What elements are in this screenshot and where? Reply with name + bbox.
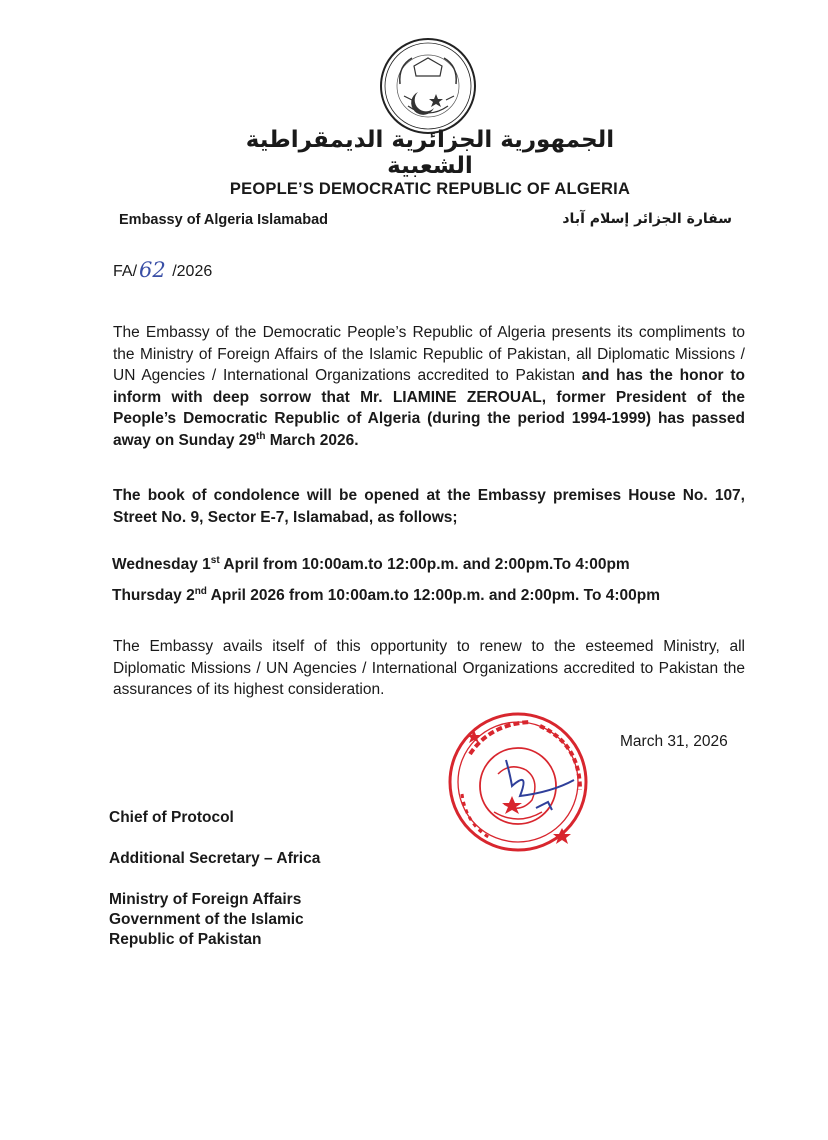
letter-date: March 31, 2026 [620, 733, 728, 750]
english-republic-title: PEOPLE’S DEMOCRATIC REPUBLIC OF ALGERIA [229, 180, 631, 198]
addressee-chief-of-protocol: Chief of Protocol [109, 809, 234, 826]
addressee-republic: Republic of Pakistan [109, 931, 262, 948]
reference-suffix: /2026 [167, 263, 213, 280]
addressee-additional-secretary: Additional Secretary – Africa [109, 850, 321, 867]
addressee-ministry-block [109, 890, 304, 950]
closing-paragraph: The Embassy avails itself of this opportunity to renew to the esteemed Ministry, all Diplomatic Missions / UN Agencies / International Organizations accredited to Pakistan the assurances of its highest consideration. [113, 638, 745, 698]
date-ordinal-suffix: th [256, 430, 266, 442]
embassy-name-english: Embassy of Algeria Islamabad [119, 212, 328, 228]
reference-prefix: FA/ [113, 263, 138, 280]
announcement-intro: The Embassy of the Democratic People’s Republic of Algeria presents its compliments to the Ministry of Foreign Affairs of the Islamic Republic of Pakistan, all Diplomatic Missions / UN Agencies / International Organizations accredited to Pakistan [113, 324, 745, 384]
condolence-book-paragraph: The book of condolence will be opened at the Embassy premises House No. 107, Street No. 9, Sector E-7, Islamabad, as follows; [113, 487, 745, 526]
reference-number [113, 257, 212, 281]
announcement-end: March 2026. [265, 431, 359, 449]
algeria-emblem-icon [378, 36, 478, 136]
arabic-republic-title: الجمهورية الجزائرية الديمقراطية الشعبية [245, 127, 615, 179]
schedule-line-wednesday: Wednesday 1st April from 10:00am.to 12:00p.m. and 2:00pm.To 4:00pm [112, 554, 630, 573]
addressee-government: Government of the Islamic [109, 911, 304, 928]
addressee-ministry: Ministry of Foreign Affairs [109, 891, 302, 908]
embassy-name-arabic: سفارة الجزائر إسلام آباد [562, 211, 732, 227]
schedule-line-thursday: Thursday 2nd April 2026 from 10:00am.to 12:00p.m. and 2:00pm. To 4:00pm [112, 585, 661, 604]
embassy-stamp-icon [440, 704, 600, 864]
announcement-paragraph [113, 322, 745, 451]
reference-handwritten-number: 62 [139, 258, 166, 282]
announcement-bold-text: and has the honor to inform with deep sorrow that Mr. LIAMINE ZEROUAL, former President of the People’s Democratic Republic of Algeria (during the period 1994-1999) has passed away on Sunday 29 [113, 367, 745, 449]
